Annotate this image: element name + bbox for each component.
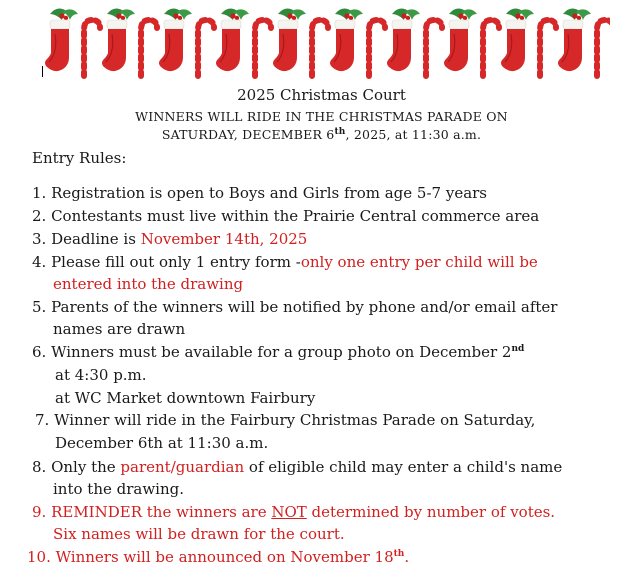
- rule-4-continued: entered into the drawing: [53, 275, 244, 293]
- rule-6: 6. Winners must be available for a group photo on December 2nd: [32, 343, 525, 361]
- page-title: 2025 Christmas Court: [237, 86, 406, 104]
- rule-5-continued: names are drawn: [53, 320, 186, 338]
- rule-6-location: at WC Market downtown Fairbury: [55, 389, 316, 407]
- rule-6-time: at 4:30 p.m.: [55, 366, 147, 384]
- rule-7-continued: December 6th at 11:30 a.m.: [55, 434, 269, 452]
- entry-rules-heading: Entry Rules:: [32, 149, 127, 167]
- rule-5: 5. Parents of the winners will be notified by phone and/or email after: [32, 298, 558, 316]
- christmas-stockings-banner: [40, 4, 610, 84]
- rule-8-continued: into the drawing.: [53, 480, 185, 498]
- subtitle-line-1: WINNERS WILL RIDE IN THE CHRISTMAS PARADE ON: [135, 109, 508, 124]
- rule-7: 7. Winner will ride in the Fairbury Christmas Parade on Saturday,: [35, 411, 536, 429]
- subtitle-line-2: SATURDAY, DECEMBER 6th, 2025, at 11:30 a.m.: [161, 126, 482, 142]
- rule-1: 1. Registration is open to Boys and Girls from age 5-7 years: [32, 184, 488, 202]
- rule-9-continued: Six names will be drawn for the court.: [53, 525, 345, 543]
- rule-8: 8. Only the parent/guardian of eligible child may enter a child's name: [32, 458, 563, 476]
- rule-9: 9. REMINDER the winners are NOT determined by number of votes.: [32, 503, 556, 521]
- text-cursor: [42, 66, 43, 77]
- rule-4: 4. Please fill out only 1 entry form -only one entry per child will be: [32, 253, 538, 271]
- rule-3: 3. Deadline is November 14th, 2025: [32, 230, 308, 248]
- rule-2: 2. Contestants must live within the Prairie Central commerce area: [32, 207, 540, 225]
- rule-10: 10. Winners will be announced on November 18th.: [27, 548, 410, 566]
